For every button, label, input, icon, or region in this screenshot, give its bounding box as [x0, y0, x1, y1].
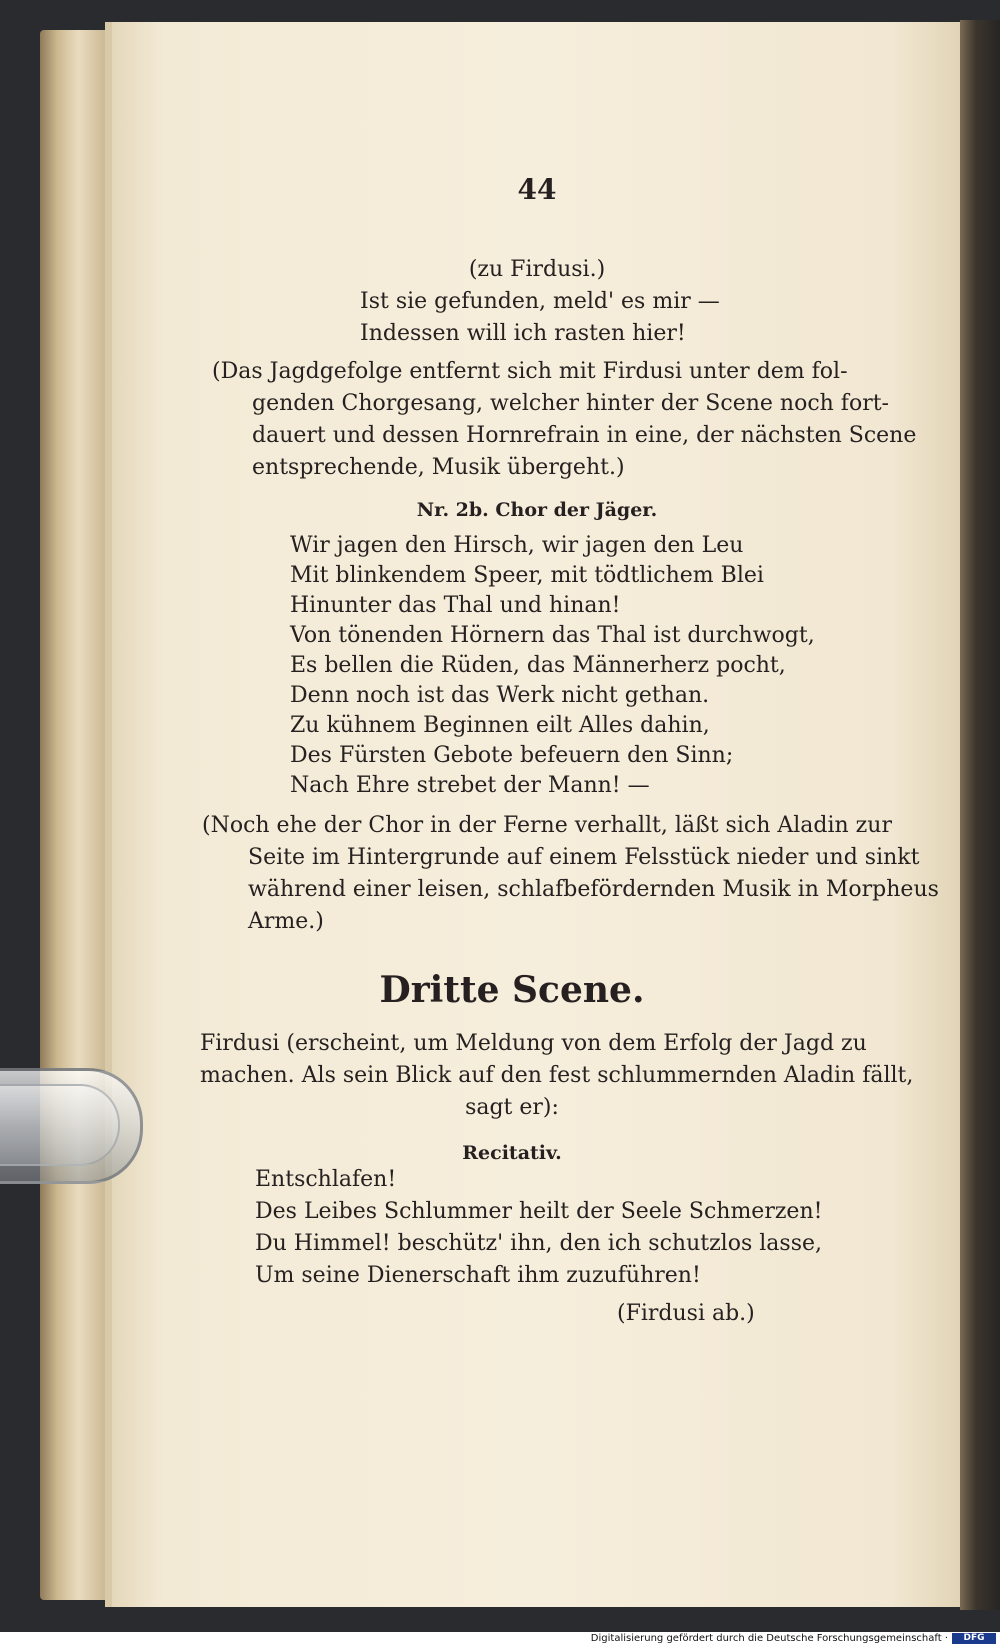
- exit-direction: (Firdusi ab.): [617, 1301, 755, 1326]
- page-number: 44: [517, 173, 557, 206]
- stage-direction-line: Seite im Hintergrunde auf einem Felsstück nieder und sinkt: [248, 845, 920, 870]
- chorus-heading: Nr. 2b. Chor der Jäger.: [416, 499, 658, 521]
- page-clip-inner: [0, 1084, 120, 1166]
- scene-intro-line: machen. Als sein Blick auf den fest schlummernden Aladin fällt,: [200, 1063, 914, 1088]
- book-page: [112, 22, 960, 1607]
- stage-direction-line: (Noch ehe der Chor in der Ferne verhallt, läßt sich Aladin zur: [202, 813, 892, 838]
- chorus-line: Mit blinkendem Speer, mit tödtlichem Blei: [290, 563, 764, 588]
- verse-line: Ist sie gefunden, meld' es mir —: [360, 289, 720, 314]
- dfg-logo: DFG: [952, 1633, 996, 1644]
- stage-direction-line: während einer leisen, schlafbefördernden Musik in Morpheus: [248, 877, 939, 902]
- recitative-line: Um seine Dienerschaft ihm zuzuführen!: [255, 1263, 701, 1288]
- chorus-line: Von tönenden Hörnern das Thal ist durchwogt,: [290, 623, 815, 648]
- stage-direction-line: dauert und dessen Hornrefrain in eine, der nächsten Scene: [252, 423, 917, 448]
- stage-direction-to-firdusi: (zu Firdusi.): [468, 257, 606, 282]
- scene-intro-line: sagt er):: [465, 1095, 559, 1120]
- recitative-line: Des Leibes Schlummer heilt der Seele Schmerzen!: [255, 1199, 823, 1224]
- recitative-line: Entschlafen!: [255, 1167, 397, 1192]
- chorus-line: Zu kühnem Beginnen eilt Alles dahin,: [290, 713, 710, 738]
- book-page-edges: [40, 30, 110, 1600]
- chorus-line: Hinunter das Thal und hinan!: [290, 593, 621, 618]
- chorus-line: Des Fürsten Gebote befeuern den Sinn;: [290, 743, 734, 768]
- recitative-line: Du Himmel! beschütz' ihn, den ich schutzlos lasse,: [255, 1231, 822, 1256]
- recitative-heading: Recitativ.: [462, 1142, 562, 1164]
- chorus-line: Wir jagen den Hirsch, wir jagen den Leu: [290, 533, 744, 558]
- footer-credit: Digitalisierung gefördert durch die Deutsche Forschungsgemeinschaft ·: [590, 1633, 948, 1644]
- stage-direction-line: entsprechende, Musik übergeht.): [252, 455, 625, 480]
- facing-page-edge: [960, 20, 1000, 1610]
- stage-direction-line: (Das Jagdgefolge entfernt sich mit Firdusi unter dem fol-: [212, 359, 848, 384]
- verse-line: Indessen will ich rasten hier!: [360, 321, 686, 346]
- chorus-line: Nach Ehre strebet der Mann! —: [290, 773, 650, 798]
- scene-heading: Dritte Scene.: [379, 969, 645, 1011]
- scene-intro-line: Firdusi (erscheint, um Meldung von dem Erfolg der Jagd zu: [200, 1031, 867, 1056]
- chorus-line: Denn noch ist das Werk nicht gethan.: [290, 683, 710, 708]
- chorus-line: Es bellen die Rüden, das Männerherz pocht,: [290, 653, 786, 678]
- stage-direction-line: genden Chorgesang, welcher hinter der Scene noch fort-: [252, 391, 889, 416]
- stage-direction-line: Arme.): [248, 909, 324, 934]
